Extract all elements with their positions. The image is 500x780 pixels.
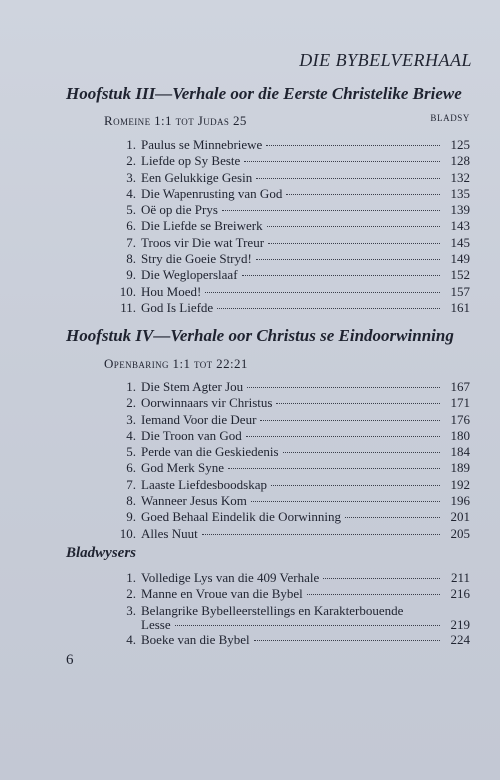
entry-title: Troos vir Die wat Treur	[141, 234, 265, 250]
list-item	[108, 137, 470, 153]
dot-leader	[217, 308, 440, 309]
entry-title: Wanneer Jesus Kom	[141, 493, 247, 509]
chapter-4-title: Hoofstuk IV—Verhale oor Christus se Eindoorwinning	[66, 326, 454, 345]
dot-leader	[345, 517, 440, 518]
dot-leader	[323, 578, 440, 579]
page-number: 6	[66, 652, 74, 668]
entry-number: 4.	[126, 185, 136, 201]
entry-page: 171	[450, 395, 470, 411]
dot-leader	[222, 210, 440, 211]
dot-leader	[175, 625, 440, 626]
dot-leader	[276, 403, 440, 404]
list-item: 4. Boeke van die Bybel 224	[126, 631, 470, 647]
entry-page: 180	[450, 427, 470, 443]
list-item	[108, 493, 470, 509]
dot-leader	[202, 534, 440, 535]
list-item	[108, 444, 470, 460]
entry-number: 5.	[126, 202, 136, 218]
entry-title: Goed Behaal Eindelik die Oorwinning	[141, 509, 342, 525]
entry-page: 135	[450, 185, 470, 201]
list-item	[108, 395, 470, 411]
entry-title: Die Stem Agter Jou	[141, 379, 244, 394]
entry-title: Oë op die Prys	[141, 202, 218, 218]
entry-number: 4.	[126, 427, 136, 443]
entry-number: 3.	[126, 411, 136, 427]
chapter-4-range: Openbaring 1:1 tot 22:21	[104, 356, 248, 371]
entry-title: Die Wapenrusting van God	[141, 185, 283, 201]
entry-number: 3.	[126, 169, 136, 185]
entry-title: Die Wegloperslaaf	[141, 267, 238, 283]
entry-number: 7.	[126, 476, 136, 492]
entry-title: Hou Moed!	[141, 283, 202, 299]
entry-page: 161	[450, 299, 470, 315]
list-item: 2. Manne en Vroue van die Bybel 216	[126, 586, 470, 602]
list-item	[108, 460, 470, 476]
list-item	[108, 153, 470, 169]
entry-page: 184	[450, 444, 470, 460]
list-item	[108, 428, 470, 444]
entry-page: 132	[450, 169, 470, 185]
list-item	[108, 300, 470, 316]
entry-page: 201	[450, 509, 470, 525]
entry-number: 10.	[119, 525, 136, 541]
entry-page: 152	[450, 267, 470, 283]
entry-number: 8.	[126, 493, 136, 509]
entry-number: 11.	[120, 299, 136, 315]
entry-page: 149	[450, 251, 470, 267]
list-item	[108, 412, 470, 428]
entry-page: 196	[450, 493, 470, 509]
list-item	[108, 170, 470, 186]
chapter-3-entries	[108, 137, 470, 316]
entry-number: 9.	[126, 509, 136, 525]
entry-number: 2.	[126, 153, 136, 169]
entry-title: Perde van die Geskiedenis	[141, 444, 279, 460]
entry-number: 1.	[126, 379, 136, 394]
list-item	[108, 526, 470, 542]
entry-title: Die Troon van God	[141, 427, 242, 443]
entry-page: 176	[450, 411, 470, 427]
entry-page: 205	[450, 525, 470, 541]
dot-leader	[266, 145, 440, 146]
entry-page: 128	[450, 153, 470, 169]
dot-leader	[247, 387, 440, 388]
dot-leader	[268, 243, 440, 244]
dot-leader	[246, 436, 440, 437]
entry-title: Die Liefde se Breiwerk	[141, 218, 263, 234]
dot-leader	[260, 420, 440, 421]
dot-leader	[256, 259, 440, 260]
entry-page: 167	[450, 379, 470, 394]
dot-leader	[307, 594, 440, 595]
list-item: 1. Volledige Lys van die 409 Verhale 211	[126, 570, 470, 585]
list-item	[108, 186, 470, 202]
entry-number: 8.	[126, 251, 136, 267]
entry-title: Alles Nuut	[141, 525, 198, 541]
dot-leader	[251, 501, 440, 502]
list-item	[108, 235, 470, 251]
entry-title: God Merk Syne	[141, 460, 225, 476]
entry-number: 2.	[126, 395, 136, 411]
page-column-label: BLADSY	[430, 113, 470, 123]
entry-title: God Is Liefde	[141, 299, 214, 315]
list-item	[108, 218, 470, 234]
list-item	[108, 509, 470, 525]
dot-leader	[254, 640, 440, 641]
dot-leader	[267, 226, 440, 227]
entry-page: 139	[450, 202, 470, 218]
entry-number: 1.	[126, 137, 136, 152]
list-item	[108, 202, 470, 218]
entry-number: 10.	[119, 283, 136, 299]
entry-title: Liefde op Sy Beste	[141, 153, 241, 169]
entry-number: 6.	[126, 460, 136, 476]
entry-title: Een Gelukkige Gesin	[141, 169, 253, 185]
entry-page: 189	[450, 460, 470, 476]
entry-number: 6.	[126, 218, 136, 234]
dot-leader	[271, 485, 440, 486]
entry-title: Paulus se Minnebriewe	[141, 137, 263, 152]
bladwysers-title: Bladwysers	[66, 545, 137, 561]
entry-page: 157	[450, 283, 470, 299]
list-item	[108, 477, 470, 493]
dot-leader	[256, 178, 440, 179]
dot-leader	[228, 468, 440, 469]
dot-leader	[242, 275, 440, 276]
dot-leader	[244, 161, 440, 162]
entry-title: Oorwinnaars vir Christus	[141, 395, 273, 411]
bladwysers-entries	[108, 570, 470, 648]
entry-page: 143	[450, 218, 470, 234]
entry-title: Stry die Goeie Stryd!	[141, 251, 252, 267]
entry-number: 7.	[126, 234, 136, 250]
chapter-3-range: Romeine 1:1 tot Judas 25	[104, 113, 247, 128]
dot-leader	[205, 292, 440, 293]
entry-page: 125	[450, 137, 470, 152]
entry-number: 5.	[126, 444, 136, 460]
entry-title: Iemand Voor die Deur	[141, 411, 257, 427]
entry-page: 192	[450, 476, 470, 492]
dot-leader	[286, 194, 440, 195]
running-head: DIE BYBELVERHAAL	[299, 50, 472, 70]
list-item	[108, 251, 470, 267]
entry-number: 9.	[126, 267, 136, 283]
dot-leader	[283, 452, 440, 453]
chapter-4-entries	[108, 379, 470, 542]
entry-page: 145	[450, 234, 470, 250]
entry-title: Laaste Liefdesboodskap	[141, 476, 267, 492]
list-item	[108, 284, 470, 300]
list-item: 3. Belangrike Bybelleerstellings en Karakterbouende Lesse 219	[126, 602, 470, 632]
list-item	[108, 379, 470, 395]
list-item	[108, 267, 470, 283]
chapter-3-title: Hoofstuk III—Verhale oor die Eerste Christelike Briewe	[66, 84, 462, 103]
